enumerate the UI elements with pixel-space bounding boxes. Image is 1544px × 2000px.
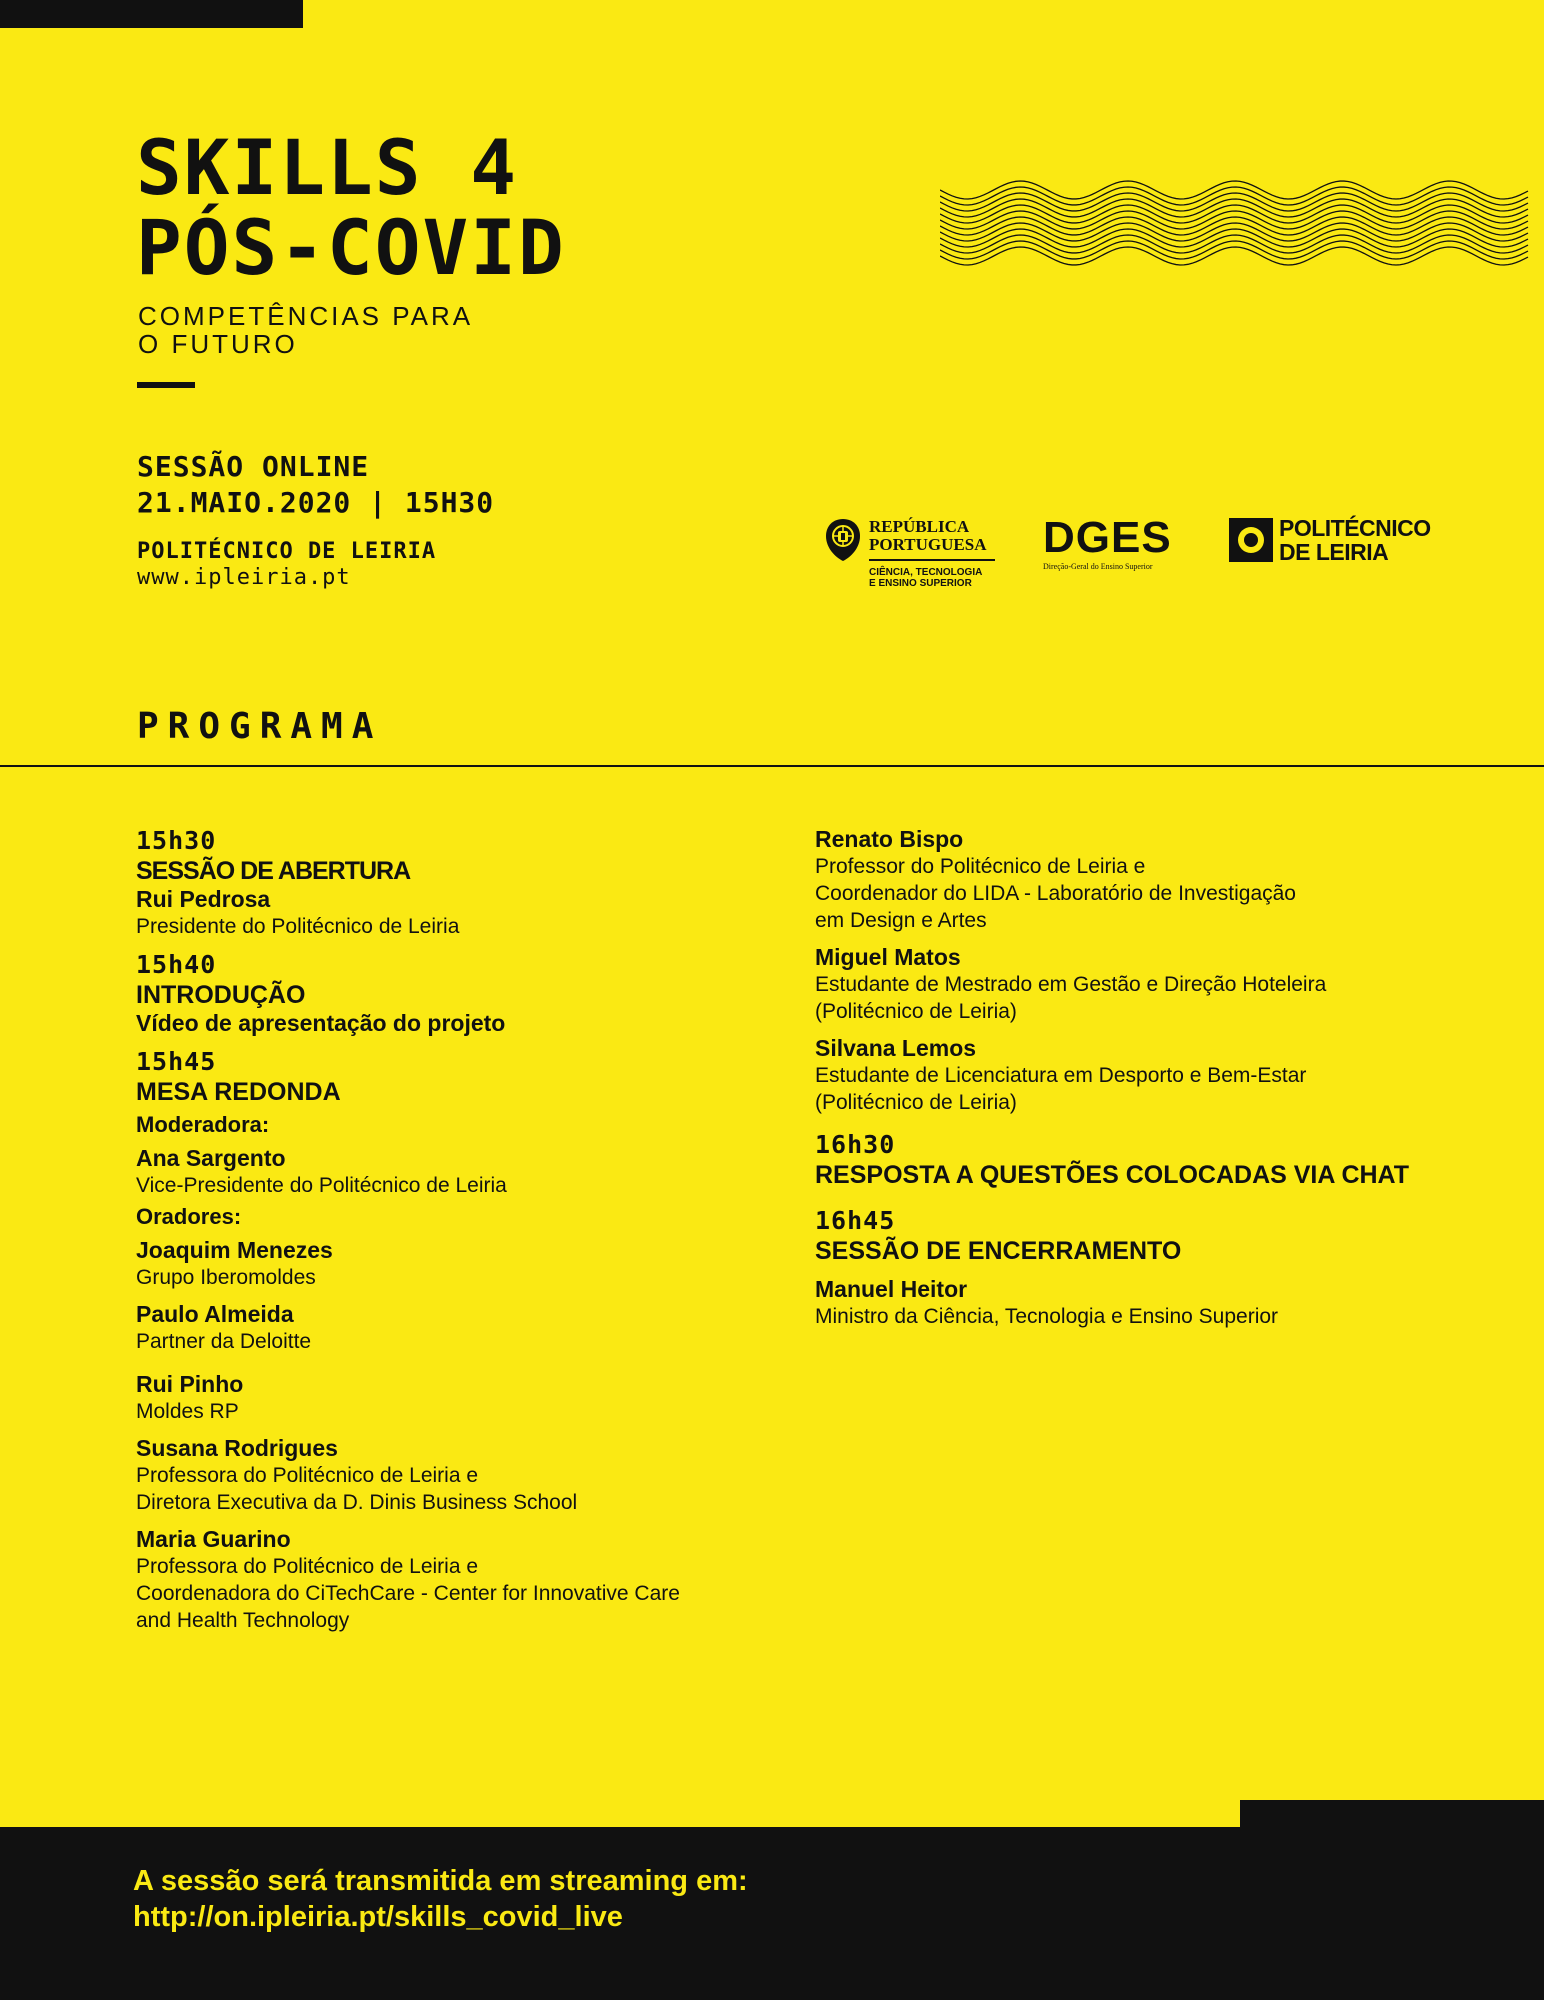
rp-ministry <box>869 567 982 589</box>
ipl-line-1: POLITÉCNICO <box>1279 515 1431 541</box>
speaker-role: (Politécnico de Leiria) <box>815 1091 1017 1114</box>
speaker-role: Coordenador do LIDA - Laboratório de Investigação <box>815 882 1296 905</box>
title-line-2: PÓS-COVID <box>136 203 566 292</box>
slot-heading: RESPOSTA A QUESTÕES COLOCADAS VIA CHAT <box>815 1161 1410 1189</box>
wave-line <box>940 235 1528 253</box>
speaker-name: Silvana Lemos <box>815 1035 977 1061</box>
speaker-name: Rui Pinho <box>136 1371 244 1397</box>
politecnico-leiria-wordmark <box>1279 516 1431 564</box>
wave-line <box>940 199 1528 217</box>
streaming-link[interactable]: http://on.ipleiria.pt/skills_covid_live <box>133 1901 623 1933</box>
streaming-notice <box>133 1863 748 1935</box>
speaker-role: Ministro da Ciência, Tecnologia e Ensino Superior <box>815 1305 1279 1328</box>
speaker-role: and Health Technology <box>136 1609 350 1632</box>
speaker-name: Maria Guarino <box>136 1526 291 1552</box>
wave-line <box>940 193 1528 211</box>
dges-full-name: Direção-Geral do Ensino Superior <box>1043 562 1153 571</box>
speaker-role: Presidente do Politécnico de Leiria <box>136 915 460 938</box>
streaming-text: A sessão será transmitida em streaming em: <box>133 1865 748 1897</box>
subtitle-line-2: O FUTURO <box>138 329 298 359</box>
programa-right-column <box>815 826 1515 1330</box>
slot-heading: SESSÃO DE ABERTURA <box>136 857 411 885</box>
speaker-name: Paulo Almeida <box>136 1301 294 1327</box>
wave-line <box>940 205 1528 223</box>
speaker-role: Partner da Deloitte <box>136 1330 312 1353</box>
speaker-role: (Politécnico de Leiria) <box>815 1000 1017 1023</box>
title-line-1: SKILLS 4 <box>136 123 519 212</box>
speaker-name: Manuel Heitor <box>815 1276 968 1302</box>
top-black-bar <box>0 0 303 28</box>
rp-ministry-line-2: E ENSINO SUPERIOR <box>869 578 972 589</box>
rp-name-line-2: PORTUGUESA <box>869 535 987 554</box>
republica-portuguesa-logo <box>822 515 1002 595</box>
rp-name-line-1: REPÚBLICA <box>869 517 970 536</box>
programa-left-column <box>136 826 776 1634</box>
wave-lines-decoration <box>940 172 1530 282</box>
slot-heading: INTRODUÇÃO <box>136 981 306 1009</box>
speaker-role: Estudante de Licenciatura em Desporto e Bem-Estar <box>815 1064 1307 1087</box>
speaker-role: Professor do Politécnico de Leiria e <box>815 855 1146 878</box>
speaker-name: Miguel Matos <box>815 944 961 970</box>
footer-notch <box>1240 1800 1544 1828</box>
subtitle-line-1: COMPETÊNCIAS PARA <box>138 301 474 331</box>
title-divider <box>137 382 195 388</box>
venue-url[interactable]: www.ipleiria.pt <box>137 565 351 590</box>
wave-line <box>940 211 1528 229</box>
wave-line <box>940 247 1528 265</box>
time-slot: 15h40 <box>136 950 217 979</box>
politecnico-leiria-mark <box>1229 518 1273 562</box>
session-info <box>137 449 494 521</box>
speaker-role: Diretora Executiva da D. Dinis Business School <box>136 1491 578 1514</box>
speaker-role: Professora do Politécnico de Leiria e <box>136 1555 479 1578</box>
session-datetime: 21.MAIO.2020 | 15H30 <box>137 486 495 519</box>
event-title <box>136 123 566 292</box>
time-slot: 15h45 <box>136 1047 217 1076</box>
speaker-role: Vice-Presidente do Politécnico de Leiria <box>136 1174 507 1197</box>
programa-heading: PROGRAMA <box>137 706 383 747</box>
dges-logo <box>1043 513 1172 571</box>
time-slot: 16h45 <box>815 1206 896 1235</box>
slot-description: Vídeo de apresentação do projeto <box>136 1010 506 1036</box>
wave-line <box>940 187 1528 205</box>
wave-line <box>940 229 1528 247</box>
venue-name: POLITÉCNICO DE LEIRIA <box>137 539 437 564</box>
wave-line <box>940 217 1528 235</box>
section-divider <box>0 765 1544 767</box>
venue-info <box>137 539 436 591</box>
ipl-line-2: DE LEIRIA <box>1279 539 1389 565</box>
wave-line <box>940 181 1528 199</box>
rp-name <box>869 518 986 554</box>
speaker-role: Estudante de Mestrado em Gestão e Direção Hoteleira <box>815 973 1327 996</box>
slot-heading: SESSÃO DE ENCERRAMENTO <box>815 1237 1182 1265</box>
moderator-label: Moderadora: <box>136 1112 270 1137</box>
speaker-name: Joaquim Menezes <box>136 1237 333 1263</box>
republica-portuguesa-emblem <box>824 517 862 563</box>
speaker-name: Rui Pedrosa <box>136 886 271 912</box>
dges-wordmark: DGES <box>1043 513 1172 562</box>
speaker-role: Grupo Iberomoldes <box>136 1266 316 1289</box>
session-type: SESSÃO ONLINE <box>137 450 370 483</box>
speaker-role: Professora do Politécnico de Leiria e <box>136 1464 479 1487</box>
speaker-name: Susana Rodrigues <box>136 1435 338 1461</box>
wave-line <box>940 241 1528 259</box>
speaker-role: Coordenadora do CiTechCare - Center for Innovative Care <box>136 1582 680 1605</box>
event-subtitle <box>138 302 473 358</box>
speaker-name: Ana Sargento <box>136 1145 286 1171</box>
footer-banner <box>0 1827 1544 2000</box>
rp-divider <box>869 559 995 561</box>
wave-line <box>940 223 1528 241</box>
speaker-role: Moldes RP <box>136 1400 239 1423</box>
time-slot: 15h30 <box>136 826 217 855</box>
speaker-name: Renato Bispo <box>815 826 964 852</box>
speakers-label: Oradores: <box>136 1204 242 1229</box>
time-slot: 16h30 <box>815 1130 896 1159</box>
slot-heading: MESA REDONDA <box>136 1078 341 1106</box>
rp-ministry-line-1: CIÊNCIA, TECNOLOGIA <box>869 567 983 578</box>
speaker-role: em Design e Artes <box>815 909 987 932</box>
